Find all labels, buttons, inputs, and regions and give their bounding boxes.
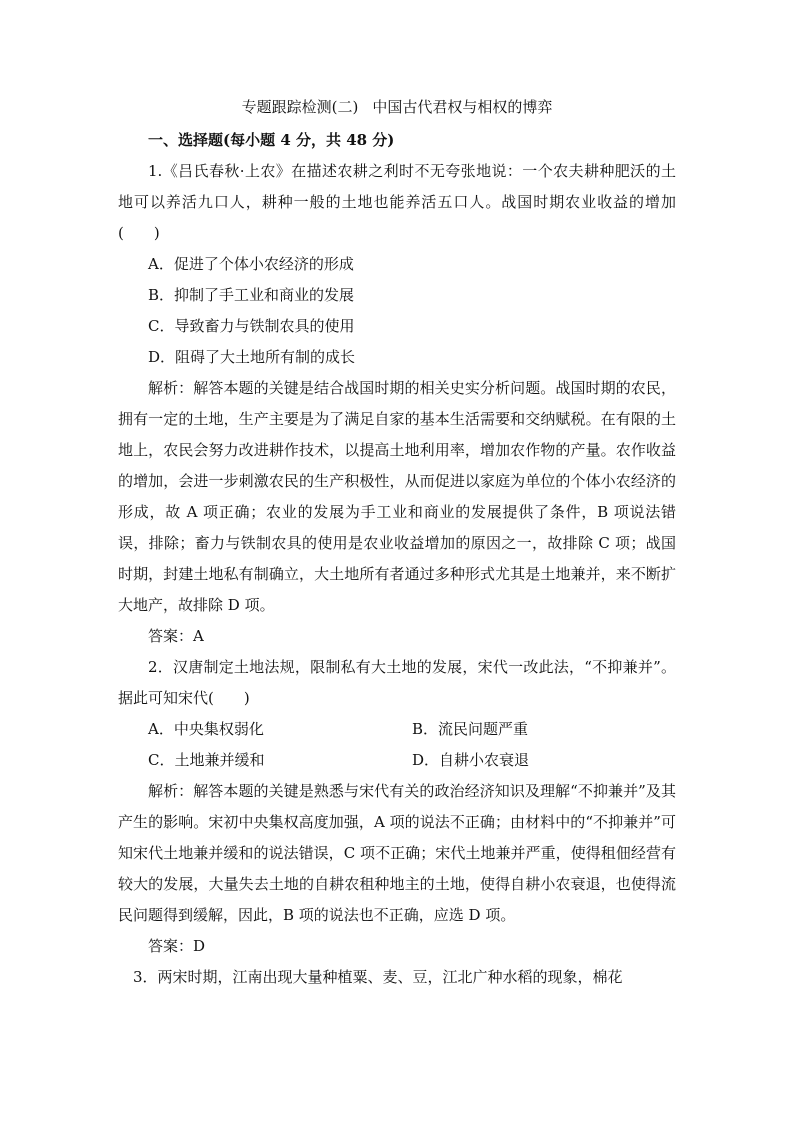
question-3-stem: 3．两宋时期，江南出现大量种植粟、麦、豆，江北广种水稻的现象，棉花 — [133, 968, 623, 986]
page-title — [0, 96, 794, 118]
question-2-option-c: C．土地兼并缓和 — [148, 751, 265, 769]
question-1-analysis: 解析：解答本题的关键是结合战国时期的相关史实分析问题。战国时期的农民，拥有一定的土地，生产主要是为了满足自家的基本生活需要和交纳赋税。在有限的土地上，农民会努力改进耕作技术，以提高土地利用率，增加农作物的产量。农作收益的增加，会进一步刺激农民的生产积极性，从而促进以家庭为单位的个体小农经济的形成，故 A 项正确；农业的发展为手工业和商业的发展提供了条件，B 项说法错误，排除；畜力与铁制农具的使用是农业收益增加的原因之一，故排除 C 项；战国时期，封建土地私有制确立，大土地所有者通过多种形式尤其是土地兼并，来不断扩大地产，故排除 D 项。 — [118, 379, 676, 614]
question-2-option-b: B．流民问题严重 — [412, 720, 529, 738]
question-2-options-row-2 — [118, 745, 676, 776]
question-2-stem: 2．汉唐制定土地法规，限制私有大土地的发展，宋代一改此法，“不抑兼并”。据此可知宋代( ) — [118, 658, 676, 707]
question-1-option-d: D．阻碍了大土地所有制的成长 — [148, 348, 356, 366]
question-1-stem: 1.《吕氏春秋·上农》在描述农耕之利时不无夸张地说：一个农夫耕种肥沃的土地可以养活九口人，耕种一般的土地也能养活五口人。战国时期农业收益的增加( ) — [118, 162, 676, 242]
section-heading: 一、选择题(每小题 4 分，共 48 分) — [148, 131, 395, 149]
question-1-option-c: C．导致畜力与铁制农具的使用 — [148, 317, 355, 335]
document-body — [118, 125, 676, 993]
question-1-option-b: B．抑制了手工业和商业的发展 — [148, 286, 355, 304]
question-2-options-row-1 — [118, 714, 676, 745]
question-1-answer: 答案：A — [148, 627, 204, 645]
question-2-option-a: A．中央集权弱化 — [148, 720, 264, 738]
title-sub: 中国古代君权与相权的博弈 — [372, 98, 553, 116]
question-1-option-a: A．促进了个体小农经济的形成 — [148, 255, 354, 273]
question-2-option-d: D．自耕小农衰退 — [412, 751, 530, 769]
title-main: 专题跟踪检测(二) — [241, 98, 359, 116]
question-2-answer: 答案：D — [148, 937, 206, 955]
question-2-analysis: 解析：解答本题的关键是熟悉与宋代有关的政治经济知识及理解“不抑兼并”及其产生的影响。宋初中央集权高度加强，A 项的说法不正确；由材料中的“不抑兼并”可知宋代土地兼并缓和的说法错误，C 项不正确；宋代土地兼并严重，使得租佃经营有较大的发展，大量失去土地的自耕农租种地主的土地，使得自耕小农衰退，也使得流民问题得到缓解，因此，B 项的说法也不正确，应选 D 项。 — [118, 782, 676, 924]
